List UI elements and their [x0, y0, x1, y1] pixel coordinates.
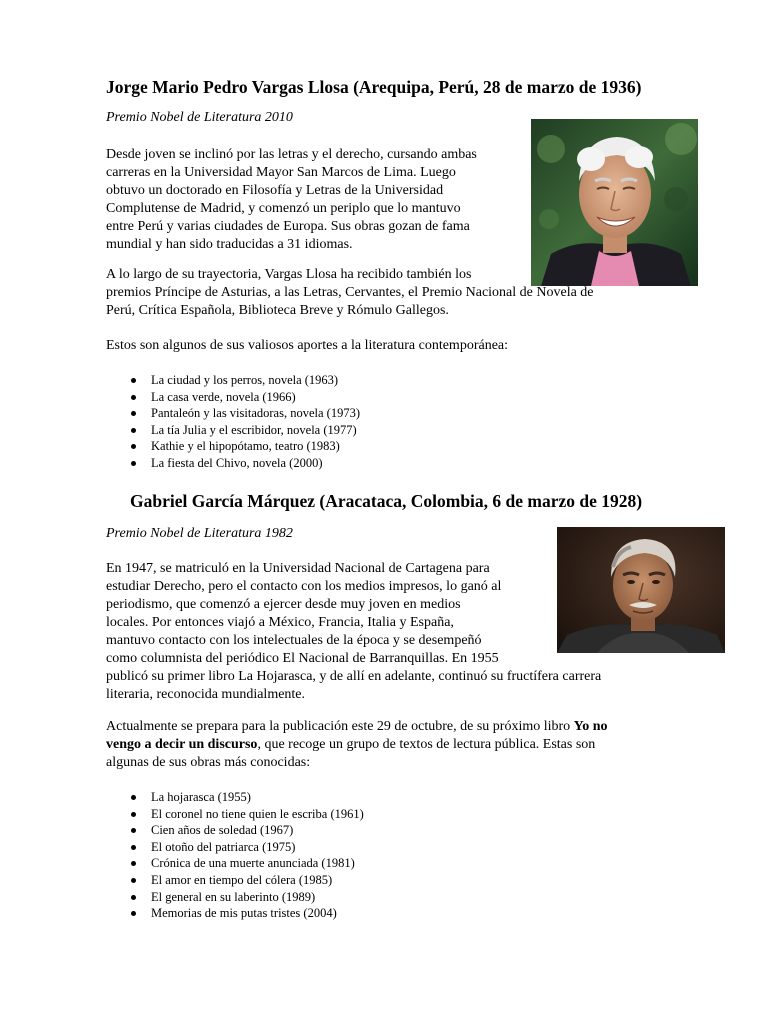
work-title: La fiesta del Chivo, novela (2000): [151, 455, 323, 470]
garcia-bio-line: locales. Por entonces viajó a México, Francia, Italia y España,: [106, 615, 454, 630]
update-text: , que recoge un grupo de textos de lectura pública. Estas son: [257, 737, 596, 752]
book-title-part: Yo no: [573, 719, 608, 734]
garcia-bio-line: periodismo, que comenzó a ejercer desde muy joven en medios: [106, 597, 461, 612]
work-title: La hojarasca (1955): [151, 790, 251, 804]
vargas-awards-line: premios Príncipe de Asturias, a las Letras, Cervantes, el Premio Nacional de Novela de: [106, 285, 594, 300]
vargas-bio-line: obtuvo un doctorado en Filosofía y Letras de la Universidad: [106, 183, 444, 198]
work-title: El amor en tiempo del cólera (1985): [151, 872, 333, 887]
bullet-icon: [131, 795, 136, 800]
list-item: [106, 905, 364, 922]
garcia-update-line: algunas de sus obras más conocidas:: [106, 755, 311, 770]
vargas-bio-line: Complutense de Madrid, y comenzó un periplo que lo mantuvo: [106, 201, 461, 216]
vargas-prize: Premio Nobel de Literatura 2010: [106, 110, 293, 125]
bullet-icon: [131, 911, 136, 916]
bullet-icon: [131, 411, 136, 416]
work-title: La casa verde, novela (1966): [151, 389, 296, 404]
work-title: Memorias de mis putas tristes (2004): [151, 906, 337, 921]
list-item: [106, 372, 360, 389]
vargas-awards-line: A lo largo de su trayectoria, Vargas Llosa ha recibido también los: [106, 267, 472, 282]
vargas-bio-line: Desde joven se inclinó por las letras y el derecho, cursando ambas: [106, 147, 477, 162]
bullet-icon: [131, 461, 136, 466]
vargas-bio: [106, 146, 477, 254]
work-title: El otoño del patriarca (1975): [151, 839, 296, 854]
garcia-works-list: [106, 789, 364, 922]
list-item: [106, 422, 360, 439]
garcia-prize: Premio Nobel de Literatura 1982: [106, 526, 293, 541]
garcia-bio-line: literaria, reconocida mundialmente.: [106, 687, 306, 702]
vargas-bio-line: carreras en la Universidad Mayor San Marcos de Lima. Luego: [106, 165, 456, 180]
list-item: [106, 455, 360, 472]
vargas-works-list: [106, 372, 360, 472]
bullet-icon: [131, 878, 136, 883]
bullet-icon: [131, 444, 136, 449]
list-item: [106, 872, 364, 889]
bullet-icon: [131, 395, 136, 400]
list-item: [106, 389, 360, 406]
bullet-icon: [131, 828, 136, 833]
garcia-update-line: [106, 736, 608, 754]
bullet-icon: [131, 428, 136, 433]
vargas-awards: [106, 266, 594, 320]
garcia-heading: Gabriel García Márquez (Aracataca, Colombia, 6 de marzo de 1928): [130, 491, 643, 511]
list-item: [106, 855, 364, 872]
bullet-icon: [131, 895, 136, 900]
work-title: El general en su laberinto (1989): [151, 889, 316, 904]
work-title: Kathie y el hipopótamo, teatro (1983): [151, 439, 340, 454]
garcia-bio-line: como columnista del periódico El Nacional de Barranquillas. En 1955: [106, 651, 499, 666]
garcia-bio-line: estudiar Derecho, pero el contacto con los medios impresos, lo ganó al: [106, 579, 502, 594]
vargas-bio-line: mundial y han sido traducidas a 31 idiomas.: [106, 237, 353, 252]
vargas-llosa-photo: [531, 119, 698, 286]
list-item: [106, 806, 364, 823]
list-item: [106, 839, 364, 856]
vargas-heading: Jorge Mario Pedro Vargas Llosa (Arequipa, Perú, 28 de marzo de 1936): [106, 77, 642, 97]
bullet-icon: [131, 861, 136, 866]
work-title: La ciudad y los perros, novela (1963): [151, 373, 339, 387]
list-item: [106, 438, 360, 455]
vargas-works-intro-text: Estos son algunos de sus valiosos aportes a la literatura contemporánea:: [106, 338, 509, 353]
work-title: La tía Julia y el escribidor, novela (1977): [151, 422, 357, 437]
book-title-part: vengo a decir un discurso: [106, 737, 258, 752]
garcia-bio: [106, 560, 601, 704]
list-item: [106, 822, 364, 839]
update-text: Actualmente se prepara para la publicación este 29 de octubre, de su próximo libro: [106, 719, 574, 734]
bullet-icon: [131, 378, 136, 383]
garcia-update: [106, 718, 608, 772]
bullet-icon: [131, 845, 136, 850]
vargas-awards-line: Perú, Crítica Española, Biblioteca Breve y Rómulo Gallegos.: [106, 303, 449, 318]
work-title: Crónica de una muerte anunciada (1981): [151, 856, 355, 871]
list-item: [106, 405, 360, 422]
vargas-works-intro: [106, 337, 508, 355]
garcia-bio-line: En 1947, se matriculó en la Universidad Nacional de Cartagena para: [106, 561, 490, 576]
garcia-bio-line: mantuvo contacto con los intelectuales de la época y se desempeñó: [106, 633, 482, 648]
list-item: [106, 889, 364, 906]
bullet-icon: [131, 812, 136, 817]
work-title: Cien años de soledad (1967): [151, 823, 294, 838]
work-title: El coronel no tiene quien le escriba (1961): [151, 806, 364, 821]
vargas-bio-line: entre Perú y varias ciudades de Europa. Sus obras gozan de fama: [106, 219, 470, 234]
work-title: Pantaleón y las visitadoras, novela (1973): [151, 406, 360, 421]
list-item: [106, 789, 364, 806]
garcia-bio-line: publicó su primer libro La Hojarasca, y de allí en adelante, continuó su fructífera carrera: [106, 669, 602, 684]
garcia-update-line: [106, 718, 608, 736]
